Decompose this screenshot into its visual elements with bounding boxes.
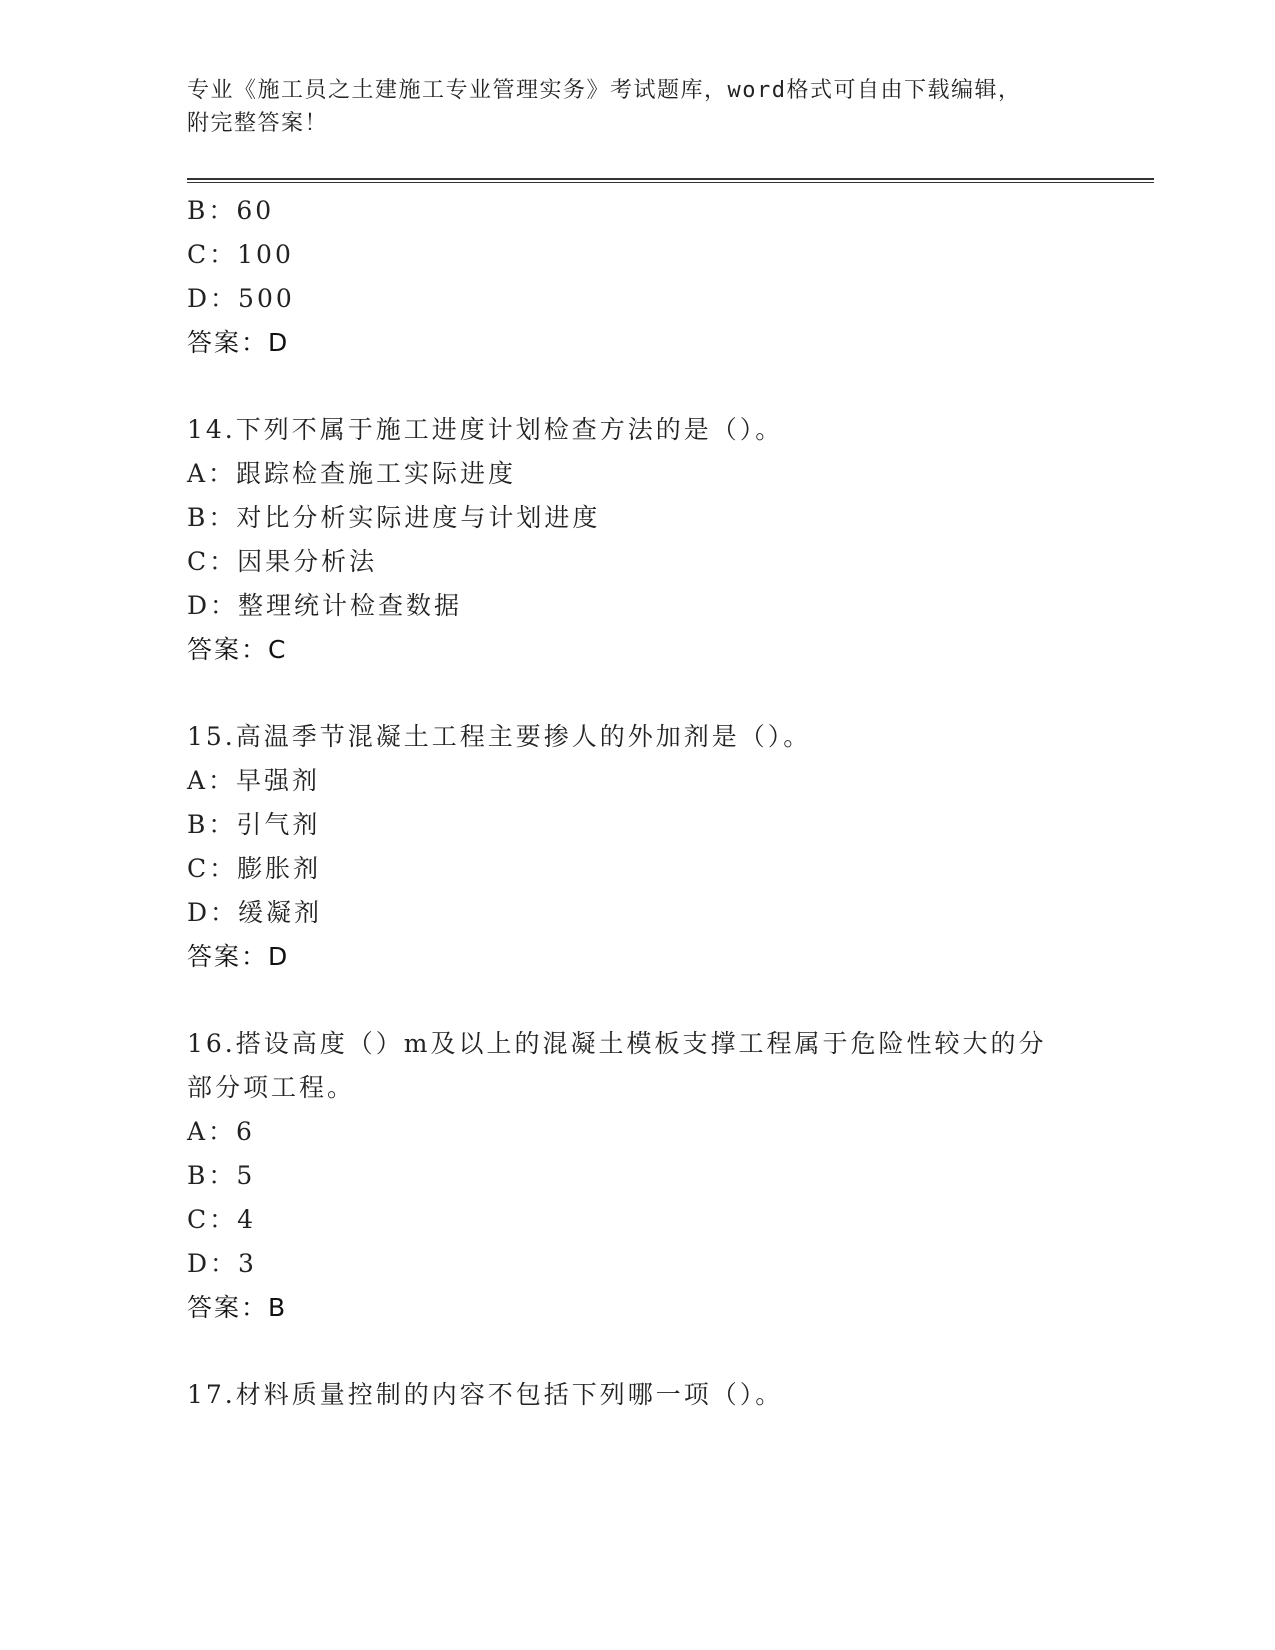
document-header [187, 74, 1087, 140]
option-b-q15: B：引气剂 [187, 810, 321, 839]
question-16-line-2: 部分项工程。 [187, 1073, 356, 1102]
option-d-q16: D：3 [187, 1249, 257, 1278]
answer-q14: 答案：C [187, 635, 288, 664]
option-c-q16: C：4 [187, 1205, 257, 1234]
header-divider [187, 178, 1154, 183]
question-17: 17.材料质量控制的内容不包括下列哪一项（）。 [187, 1380, 784, 1409]
option-a-q16: A：6 [187, 1117, 255, 1146]
header-line-2: 附完整答案！ [187, 111, 329, 136]
answer-q13: 答案：D [187, 328, 290, 357]
question-14: 14.下列不属于施工进度计划检查方法的是（）。 [187, 415, 784, 444]
question-15: 15.高温季节混凝土工程主要掺人的外加剂是（）。 [187, 722, 812, 751]
question-16-line-1: 16.搭设高度（）m及以上的混凝土模板支撑工程属于危险性较大的分 [187, 1029, 1047, 1058]
option-a-q15: A：早强剂 [187, 766, 321, 795]
answer-q16: 答案：B [187, 1293, 288, 1322]
answer-q15: 答案：D [187, 942, 290, 971]
option-b-q16: B：5 [187, 1161, 256, 1190]
option-d-q14: D：整理统计检查数据 [187, 591, 463, 620]
header-line-1: 专业《施工员之土建施工专业管理实务》考试题库，word格式可自由下载编辑， [187, 78, 1022, 103]
option-c-q13: C：100 [187, 240, 294, 269]
option-d-q13: D：500 [187, 284, 295, 313]
option-b-q14: B：对比分析实际进度与计划进度 [187, 503, 601, 532]
option-c-q15: C：膨胀剂 [187, 854, 322, 883]
option-b-q13: B：60 [187, 196, 275, 225]
option-d-q15: D：缓凝剂 [187, 898, 323, 927]
option-c-q14: C：因果分析法 [187, 547, 378, 576]
option-a-q14: A：跟踪检查施工实际进度 [187, 459, 517, 488]
